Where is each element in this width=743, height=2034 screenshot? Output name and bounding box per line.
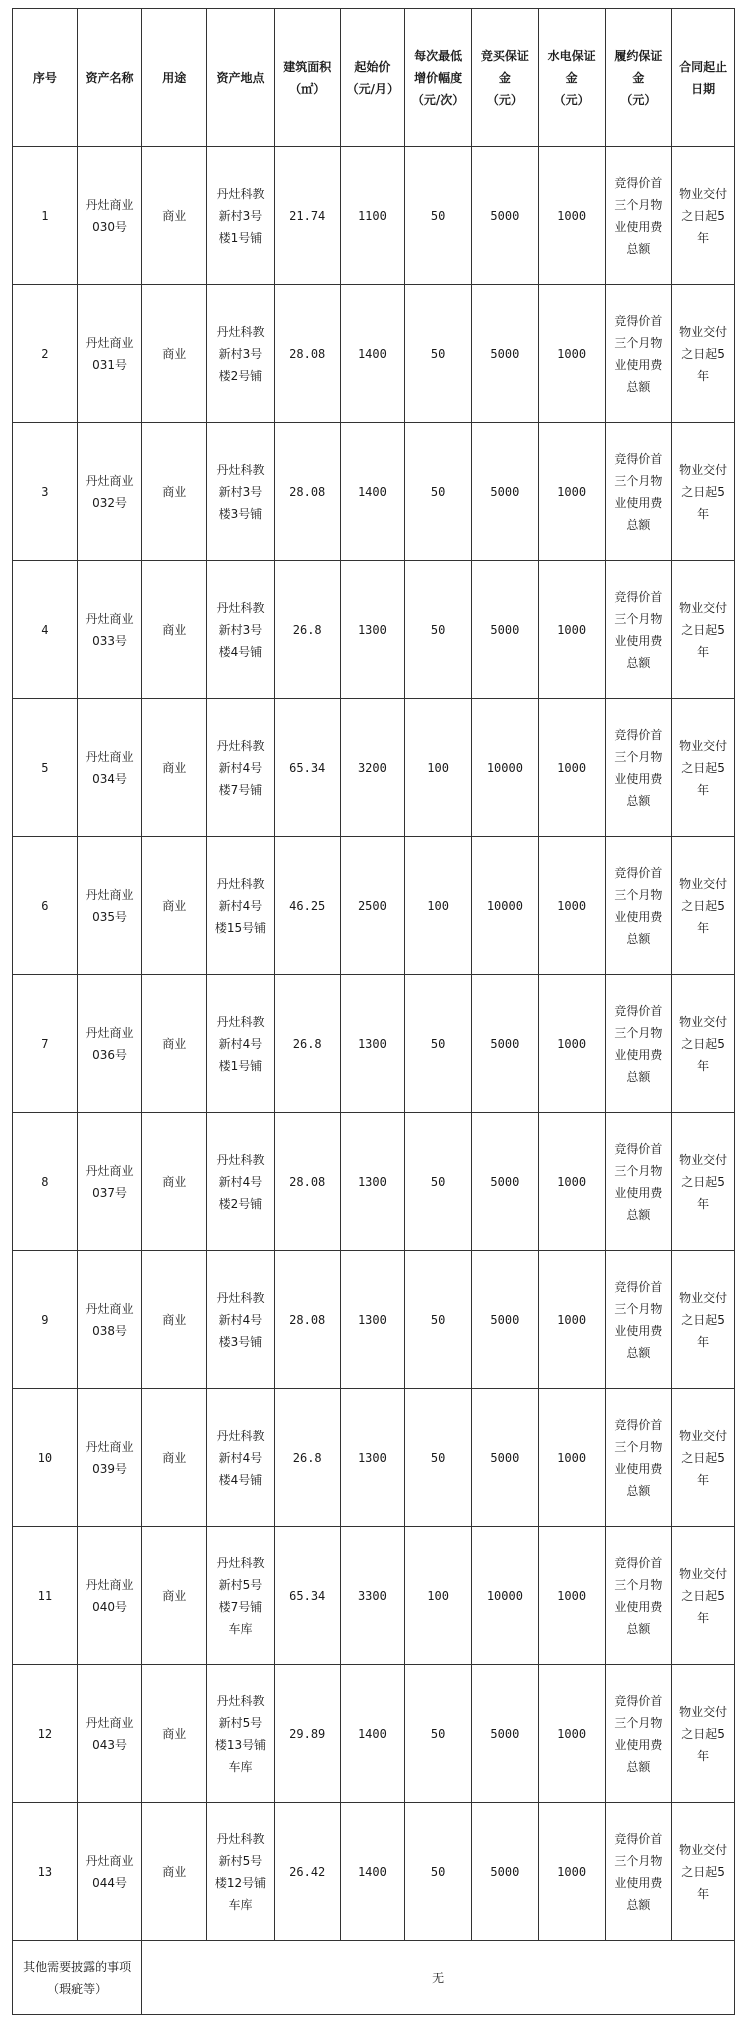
header-increment [405,9,472,147]
cell-increment: 100 [405,837,472,975]
cell-name: 丹灶商业033号 [77,561,142,699]
cell-contract-term: 物业交付之日起5年 [672,975,735,1113]
header-perf-deposit-label: 履约保证金 [614,48,663,85]
cell-contract-term: 物业交付之日起5年 [672,1527,735,1665]
header-bid-deposit-unit: （元） [486,92,523,107]
table-row [13,975,735,1113]
cell-use: 商业 [142,1251,207,1389]
header-contract-term: 合同起止日期 [672,9,735,147]
table-row [13,285,735,423]
header-increment-label: 每次最低增价幅度 [414,48,463,85]
cell-utility-deposit: 1000 [538,1389,605,1527]
table-body [13,147,735,2015]
cell-location: 丹灶科教新村4号楼15号铺 [207,837,275,975]
header-location: 资产地点 [207,9,275,147]
cell-bid-deposit: 5000 [472,1389,539,1527]
cell-perf-deposit: 竞得价首三个月物业使用费总额 [605,285,672,423]
cell-increment: 50 [405,1113,472,1251]
header-utility-deposit-unit: （元） [553,92,590,107]
cell-contract-term: 物业交付之日起5年 [672,1113,735,1251]
cell-increment: 100 [405,1527,472,1665]
cell-name: 丹灶商业030号 [77,147,142,285]
cell-area: 28.08 [274,1113,340,1251]
cell-use: 商业 [142,1113,207,1251]
cell-increment: 50 [405,423,472,561]
cell-price: 1300 [340,1113,405,1251]
cell-seq: 6 [13,837,78,975]
cell-utility-deposit: 1000 [538,561,605,699]
cell-seq: 8 [13,1113,78,1251]
cell-price: 2500 [340,837,405,975]
cell-bid-deposit: 5000 [472,1251,539,1389]
cell-area: 65.34 [274,1527,340,1665]
footer-value: 无 [142,1941,735,2015]
cell-increment: 50 [405,285,472,423]
cell-utility-deposit: 1000 [538,699,605,837]
cell-area: 28.08 [274,1251,340,1389]
header-utility-deposit-label: 水电保证金 [547,48,596,85]
cell-location: 丹灶科教新村4号楼2号铺 [207,1113,275,1251]
cell-area: 26.8 [274,561,340,699]
document-page [12,8,735,2015]
cell-location: 丹灶科教新村4号楼1号铺 [207,975,275,1113]
cell-use: 商业 [142,561,207,699]
header-use: 用途 [142,9,207,147]
table-row [13,1251,735,1389]
cell-perf-deposit: 竞得价首三个月物业使用费总额 [605,1527,672,1665]
cell-price: 1400 [340,423,405,561]
cell-seq: 13 [13,1803,78,1941]
cell-seq: 2 [13,285,78,423]
cell-utility-deposit: 1000 [538,1113,605,1251]
cell-bid-deposit: 5000 [472,423,539,561]
table-row [13,837,735,975]
cell-seq: 4 [13,561,78,699]
cell-location: 丹灶科教新村4号楼3号铺 [207,1251,275,1389]
cell-contract-term: 物业交付之日起5年 [672,1803,735,1941]
cell-bid-deposit: 10000 [472,837,539,975]
cell-increment: 100 [405,699,472,837]
cell-seq: 11 [13,1527,78,1665]
cell-price: 3300 [340,1527,405,1665]
cell-contract-term: 物业交付之日起5年 [672,837,735,975]
cell-area: 46.25 [274,837,340,975]
cell-perf-deposit: 竞得价首三个月物业使用费总额 [605,147,672,285]
cell-utility-deposit: 1000 [538,285,605,423]
cell-use: 商业 [142,975,207,1113]
cell-name: 丹灶商业031号 [77,285,142,423]
table-row [13,699,735,837]
cell-seq: 3 [13,423,78,561]
cell-increment: 50 [405,1251,472,1389]
cell-contract-term: 物业交付之日起5年 [672,1665,735,1803]
header-seq: 序号 [13,9,78,147]
cell-contract-term: 物业交付之日起5年 [672,1389,735,1527]
cell-seq: 1 [13,147,78,285]
header-area-label: 建筑面积 [283,59,332,74]
cell-area: 26.8 [274,975,340,1113]
table-row [13,561,735,699]
cell-increment: 50 [405,1803,472,1941]
cell-perf-deposit: 竞得价首三个月物业使用费总额 [605,1389,672,1527]
cell-use: 商业 [142,423,207,561]
cell-increment: 50 [405,147,472,285]
header-utility-deposit [538,9,605,147]
table-row [13,1803,735,1941]
cell-price: 1100 [340,147,405,285]
cell-location: 丹灶科教新村3号楼2号铺 [207,285,275,423]
header-perf-deposit [605,9,672,147]
asset-listing-table [12,8,735,2015]
cell-location: 丹灶科教新村3号楼1号铺 [207,147,275,285]
header-increment-unit: （元/次） [411,92,465,107]
table-row [13,1389,735,1527]
cell-seq: 9 [13,1251,78,1389]
footer-row [13,1941,735,2015]
cell-utility-deposit: 1000 [538,975,605,1113]
header-name: 资产名称 [77,9,142,147]
cell-name: 丹灶商业044号 [77,1803,142,1941]
cell-area: 26.8 [274,1389,340,1527]
cell-area: 21.74 [274,147,340,285]
cell-bid-deposit: 5000 [472,1113,539,1251]
cell-contract-term: 物业交付之日起5年 [672,1251,735,1389]
cell-price: 1300 [340,561,405,699]
cell-use: 商业 [142,1665,207,1803]
cell-use: 商业 [142,1527,207,1665]
cell-bid-deposit: 5000 [472,1803,539,1941]
cell-price: 1400 [340,1803,405,1941]
cell-location: 丹灶科教新村4号楼7号铺 [207,699,275,837]
cell-location: 丹灶科教新村4号楼4号铺 [207,1389,275,1527]
cell-bid-deposit: 5000 [472,975,539,1113]
cell-area: 65.34 [274,699,340,837]
cell-use: 商业 [142,699,207,837]
cell-area: 28.08 [274,285,340,423]
cell-utility-deposit: 1000 [538,837,605,975]
header-perf-deposit-unit: （元） [620,92,657,107]
cell-area: 26.42 [274,1803,340,1941]
cell-contract-term: 物业交付之日起5年 [672,699,735,837]
cell-seq: 12 [13,1665,78,1803]
cell-increment: 50 [405,975,472,1113]
cell-price: 1400 [340,1665,405,1803]
header-bid-deposit-label: 竞买保证金 [480,48,529,85]
cell-increment: 50 [405,1389,472,1527]
cell-utility-deposit: 1000 [538,1665,605,1803]
cell-use: 商业 [142,1389,207,1527]
table-row [13,1665,735,1803]
cell-contract-term: 物业交付之日起5年 [672,285,735,423]
cell-name: 丹灶商业036号 [77,975,142,1113]
cell-name: 丹灶商业032号 [77,423,142,561]
header-price-label: 起始价 [354,59,391,74]
cell-area: 28.08 [274,423,340,561]
cell-perf-deposit: 竞得价首三个月物业使用费总额 [605,1803,672,1941]
cell-bid-deposit: 10000 [472,699,539,837]
cell-price: 1300 [340,1251,405,1389]
cell-perf-deposit: 竞得价首三个月物业使用费总额 [605,423,672,561]
cell-bid-deposit: 5000 [472,561,539,699]
header-price [340,9,405,147]
cell-increment: 50 [405,561,472,699]
cell-utility-deposit: 1000 [538,1527,605,1665]
cell-location: 丹灶科教新村3号楼3号铺 [207,423,275,561]
cell-perf-deposit: 竞得价首三个月物业使用费总额 [605,1251,672,1389]
cell-perf-deposit: 竞得价首三个月物业使用费总额 [605,561,672,699]
table-row [13,423,735,561]
cell-contract-term: 物业交付之日起5年 [672,147,735,285]
cell-utility-deposit: 1000 [538,1803,605,1941]
cell-name: 丹灶商业043号 [77,1665,142,1803]
cell-location: 丹灶科教新村5号楼7号铺车库 [207,1527,275,1665]
cell-bid-deposit: 5000 [472,285,539,423]
cell-use: 商业 [142,285,207,423]
header-price-unit: （元/月） [346,81,399,96]
cell-use: 商业 [142,837,207,975]
cell-bid-deposit: 5000 [472,147,539,285]
cell-location: 丹灶科教新村3号楼4号铺 [207,561,275,699]
cell-price: 1300 [340,1389,405,1527]
cell-location: 丹灶科教新村5号楼13号铺车库 [207,1665,275,1803]
cell-location: 丹灶科教新村5号楼12号铺车库 [207,1803,275,1941]
cell-perf-deposit: 竞得价首三个月物业使用费总额 [605,1665,672,1803]
cell-perf-deposit: 竞得价首三个月物业使用费总额 [605,1113,672,1251]
cell-price: 1400 [340,285,405,423]
cell-perf-deposit: 竞得价首三个月物业使用费总额 [605,837,672,975]
header-bid-deposit [472,9,539,147]
cell-name: 丹灶商业039号 [77,1389,142,1527]
cell-bid-deposit: 5000 [472,1665,539,1803]
cell-seq: 5 [13,699,78,837]
cell-perf-deposit: 竞得价首三个月物业使用费总额 [605,975,672,1113]
cell-use: 商业 [142,1803,207,1941]
cell-name: 丹灶商业034号 [77,699,142,837]
cell-utility-deposit: 1000 [538,147,605,285]
cell-price: 3200 [340,699,405,837]
footer-label: 其他需要披露的事项（瑕疵等） [13,1941,142,2015]
cell-name: 丹灶商业040号 [77,1527,142,1665]
cell-bid-deposit: 10000 [472,1527,539,1665]
header-row [13,9,735,147]
cell-perf-deposit: 竞得价首三个月物业使用费总额 [605,699,672,837]
cell-increment: 50 [405,1665,472,1803]
cell-utility-deposit: 1000 [538,423,605,561]
cell-name: 丹灶商业035号 [77,837,142,975]
cell-price: 1300 [340,975,405,1113]
cell-area: 29.89 [274,1665,340,1803]
table-row [13,147,735,285]
table-row [13,1113,735,1251]
cell-use: 商业 [142,147,207,285]
cell-name: 丹灶商业037号 [77,1113,142,1251]
cell-seq: 10 [13,1389,78,1527]
header-area-unit: （㎡） [289,81,326,96]
cell-seq: 7 [13,975,78,1113]
header-area [274,9,340,147]
cell-name: 丹灶商业038号 [77,1251,142,1389]
cell-utility-deposit: 1000 [538,1251,605,1389]
table-row [13,1527,735,1665]
cell-contract-term: 物业交付之日起5年 [672,423,735,561]
cell-contract-term: 物业交付之日起5年 [672,561,735,699]
